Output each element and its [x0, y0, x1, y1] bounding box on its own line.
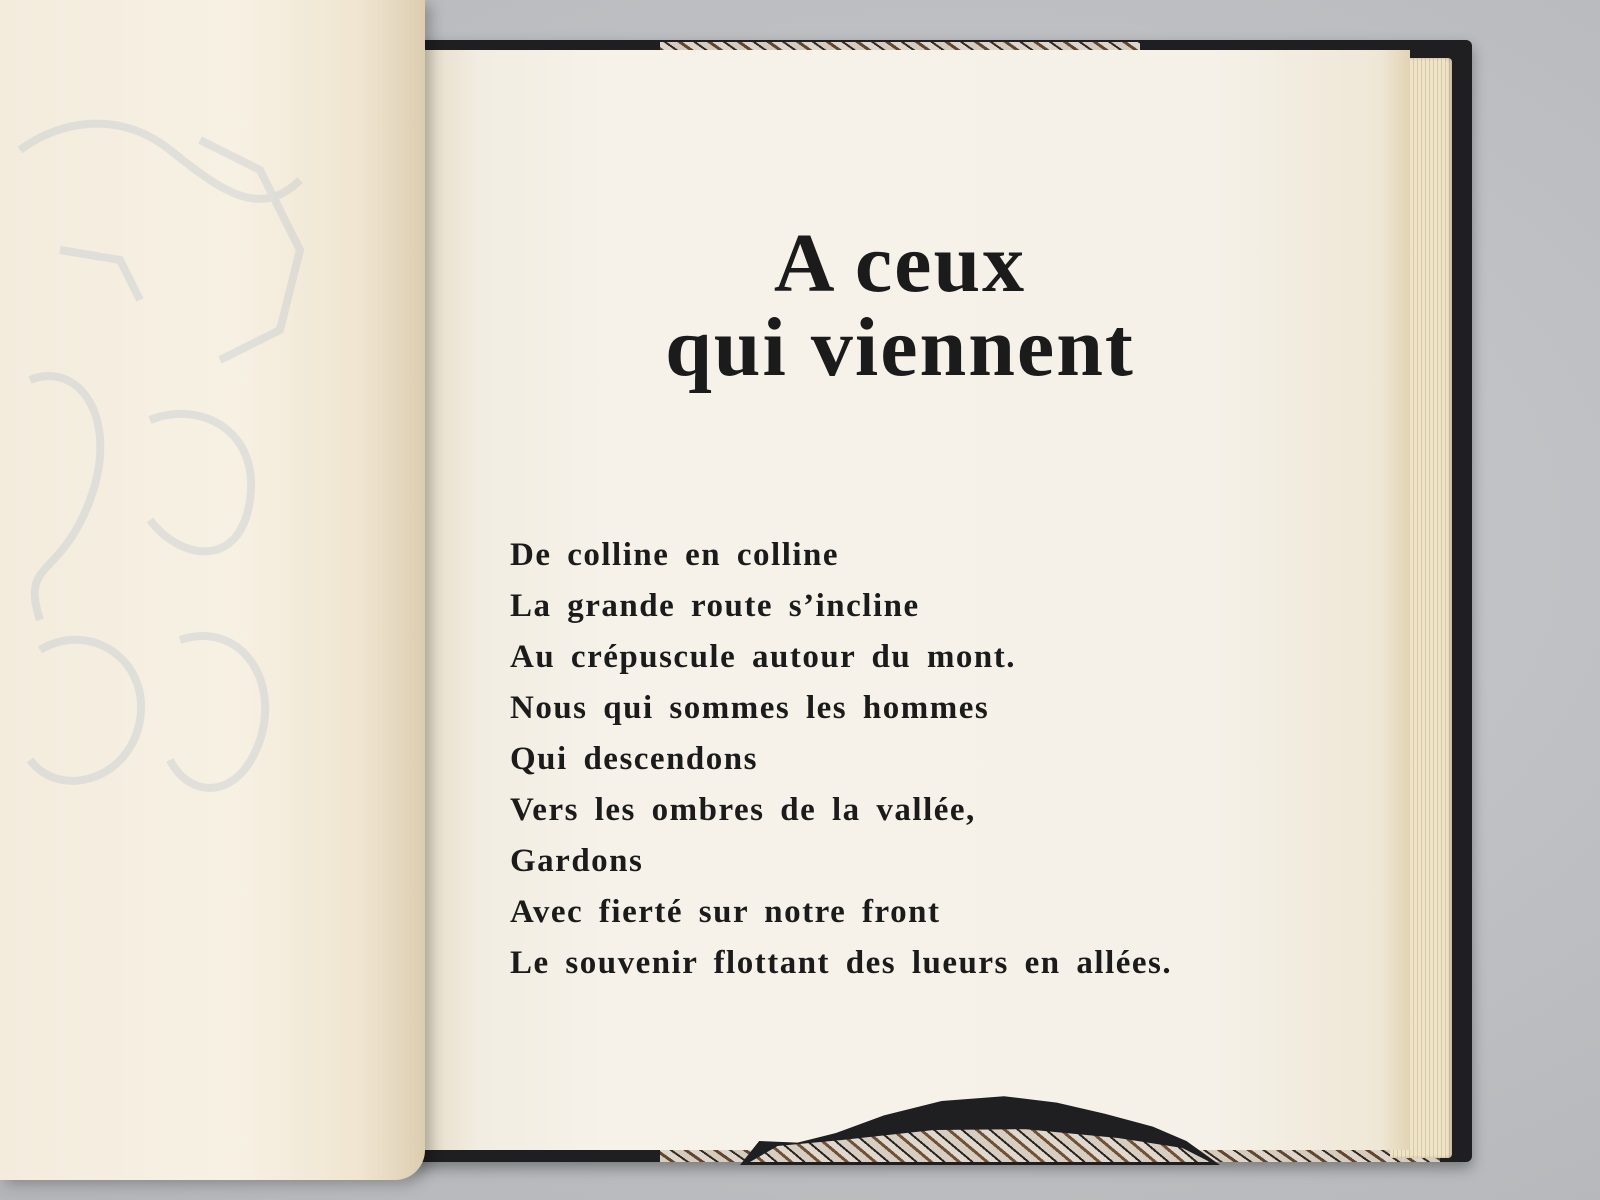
poem-line: Le souvenir flottant des lueurs en allées. — [510, 945, 1173, 981]
left-page — [0, 0, 425, 1180]
poem-line: Nous qui sommes les hommes — [510, 690, 990, 726]
poem-title — [580, 217, 1220, 394]
poem-line: Avec fierté sur notre front — [510, 894, 941, 930]
poem-body — [510, 530, 1330, 989]
show-through-illustration — [0, 0, 425, 1180]
poem-title-line-2: qui viennent — [665, 301, 1135, 394]
poem-line: Au crépuscule autour du mont. — [510, 639, 1017, 675]
poem-line: Qui descendons — [510, 741, 758, 777]
poem-title-line-1: A ceux — [773, 217, 1027, 310]
poem-line: De colline en colline — [510, 537, 840, 573]
poem-line: La grande route s’incline — [510, 588, 920, 624]
poem-line: Vers les ombres de la vallée, — [510, 792, 976, 828]
poem-line: Gardons — [510, 843, 644, 879]
